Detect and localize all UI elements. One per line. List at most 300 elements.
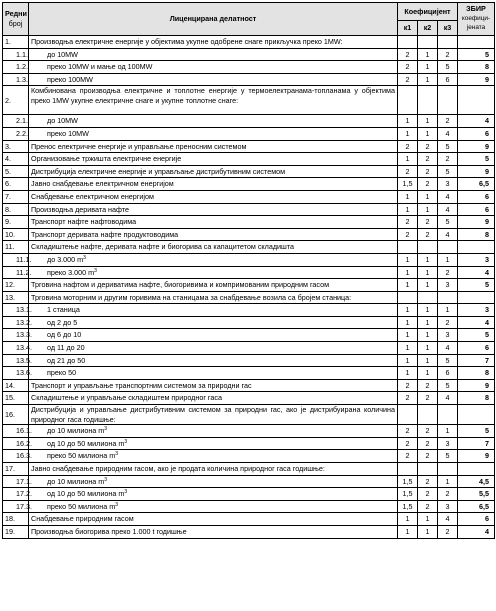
table-row [3,48,495,61]
coef-k2: 1 [418,203,438,216]
activity-cell [29,304,398,317]
row-number: 13.2. [3,316,29,329]
coef-k1: 2 [398,425,418,438]
coef-k3: 5 [438,354,458,367]
activity-cell [29,48,398,61]
table-row [3,203,495,216]
coef-k3: 1 [438,253,458,266]
activity-text: до 10 милиона m [47,476,105,486]
row-number: 1. [3,36,29,49]
coef-k3: 4 [438,342,458,355]
coef-sum: 5 [458,153,495,166]
coef-k2: 1 [418,73,438,86]
coef-sum [458,86,495,115]
coef-k3: 5 [438,61,458,74]
coef-k1 [398,463,418,476]
table-row [3,329,495,342]
coef-k1: 1 [398,367,418,380]
activity-cell [29,153,398,166]
row-number: 3. [3,140,29,153]
activity-cell [29,216,398,229]
coef-k3 [438,463,458,476]
unit-exponent: 3 [115,451,118,458]
coef-k3: 4 [438,228,458,241]
row-number: 1.3. [3,73,29,86]
coef-k2: 2 [418,216,438,229]
coef-k1: 1 [398,115,418,128]
activity-text: Јавно снабдевање електричном енергијом [31,179,174,189]
activity-cell [29,425,398,438]
activity-text: до 3.000 m [47,254,84,264]
activity-cell [29,86,398,115]
header-sum-line1: ЗБИР [466,4,486,14]
coef-sum: 6 [458,127,495,140]
coef-k1: 1 [398,253,418,266]
coef-k1: 2 [398,450,418,463]
coef-k2: 1 [418,266,438,279]
coef-sum: 6 [458,342,495,355]
coef-k1: 2 [398,48,418,61]
coef-sum: 6,5 [458,500,495,513]
coef-sum: 3 [458,304,495,317]
table-row [3,500,495,513]
coef-k3: 2 [438,115,458,128]
coef-sum: 3 [458,253,495,266]
activity-text: Производња деривата нафте [31,204,129,214]
activity-cell [29,266,398,279]
coef-sum: 5 [458,48,495,61]
row-number: 18. [3,513,29,526]
coef-sum: 4 [458,316,495,329]
coef-sum: 5 [458,279,495,292]
header-sum [458,3,495,36]
coefficient-table [2,2,495,539]
coef-sum: 6 [458,190,495,203]
table-row [3,279,495,292]
row-number: 9. [3,216,29,229]
activity-text: Транспорт деривата нафте продуктоводима [31,229,179,239]
coef-k1 [398,291,418,304]
coef-sum: 8 [458,392,495,405]
activity-cell [29,115,398,128]
activity-text: Пренос електричне енергије и управљање преносним системом [31,141,247,151]
table-row [3,228,495,241]
coef-k3: 3 [438,279,458,292]
coef-k1: 1 [398,525,418,538]
activity-cell [29,463,398,476]
row-number: 5. [3,165,29,178]
row-number: 4. [3,153,29,166]
activity-text: Комбинована производња електричне и топлотне енергије у термоелектранама-топланама у објектима преко 1MW укупне електричне снаге и укупне топлотне снаге: [31,86,395,105]
activity-text: од 2 до 5 [47,317,78,327]
coef-k3 [438,86,458,115]
activity-text: преко 10MW [47,128,89,138]
coef-k2: 2 [418,379,438,392]
header-row-number-line1: Редни [5,9,27,18]
coef-k1: 2 [398,216,418,229]
coef-k3: 6 [438,73,458,86]
activity-text: преко 3.000 m [47,267,95,277]
table-row [3,463,495,476]
activity-text: од 10 до 50 милиона m [47,489,125,499]
coef-sum: 4 [458,266,495,279]
header-activity: Лиценцирана делатност [29,3,398,36]
unit-exponent: 3 [124,438,128,445]
coef-k1 [398,36,418,49]
activity-cell [29,379,398,392]
coef-k3: 2 [438,153,458,166]
row-number: 1.2. [3,61,29,74]
row-number: 13.1. [3,304,29,317]
activity-text: Транспорт и управљање транспортним системом за природни гас [31,380,252,390]
coef-k3 [438,36,458,49]
coef-k3: 2 [438,525,458,538]
coef-k3: 3 [438,329,458,342]
coef-k2: 1 [418,127,438,140]
coef-k2: 2 [418,165,438,178]
coef-k1: 2 [398,61,418,74]
header-sum-line3: јената [466,24,486,32]
activity-cell [29,165,398,178]
activity-text: Складиштење нафте, деривата нафте и биогорива са капацитетом складишта [31,242,295,252]
row-number: 11. [3,241,29,254]
row-number: 13. [3,291,29,304]
activity-text: преко 50 милиона m [47,501,116,511]
coef-k3: 4 [438,513,458,526]
activity-cell [29,488,398,501]
coef-k3: 3 [438,178,458,191]
activity-text: Транспорт нафте нафтоводима [31,217,137,227]
coef-k1: 1 [398,153,418,166]
header-coefficient: Коефицијент [398,3,458,21]
coef-k3 [438,291,458,304]
coef-sum: 9 [458,379,495,392]
coef-k1: 2 [398,228,418,241]
table-row [3,475,495,488]
header-k3: к3 [438,21,458,36]
coef-k3: 1 [438,475,458,488]
row-number: 16.1. [3,425,29,438]
coef-k3: 2 [438,488,458,501]
row-number: 17.2. [3,488,29,501]
activity-cell [29,127,398,140]
coef-sum [458,405,495,425]
coef-k2: 1 [418,115,438,128]
table-row [3,392,495,405]
coef-sum: 8 [458,61,495,74]
row-number: 17.3. [3,500,29,513]
activity-text: преко 50 милиона m [47,451,116,461]
coef-k3: 1 [438,304,458,317]
activity-text: од 10 до 50 милиона m [47,438,125,448]
header-k1: к1 [398,21,418,36]
row-number: 15. [3,392,29,405]
table-row [3,450,495,463]
activity-text: преко 50 [47,368,77,378]
activity-cell [29,367,398,380]
row-number: 2. [3,86,29,115]
coef-k2 [418,463,438,476]
coef-sum: 9 [458,73,495,86]
unit-exponent: 3 [104,426,108,433]
row-number: 13.6. [3,367,29,380]
activity-cell [29,279,398,292]
row-number: 17. [3,463,29,476]
coef-k2 [418,405,438,425]
coef-k2: 1 [418,367,438,380]
coef-k2: 2 [418,392,438,405]
table-header [3,3,495,36]
coef-sum: 5 [458,329,495,342]
table-row [3,61,495,74]
table-row [3,115,495,128]
coef-k3: 2 [438,316,458,329]
table-row [3,86,495,115]
coef-k1: 2 [398,165,418,178]
table-row [3,304,495,317]
table-row [3,153,495,166]
coef-k1: 1 [398,329,418,342]
coef-k3: 3 [438,437,458,450]
activity-text: од 6 до 10 [47,330,82,340]
coef-k2: 1 [418,525,438,538]
coef-sum: 6 [458,203,495,216]
activity-text: Складиштење и управљање складиштем природног гаса [31,393,222,403]
coef-k2 [418,86,438,115]
coef-k2: 1 [418,316,438,329]
unit-exponent: 3 [83,254,86,261]
activity-text: Производња биогорива преко 1.000 t годишње [31,526,187,536]
activity-text: преко 100MW [47,74,93,84]
coef-k3: 3 [438,500,458,513]
coef-sum: 4 [458,525,495,538]
activity-cell [29,228,398,241]
table-row [3,165,495,178]
coef-k1 [398,241,418,254]
activity-text: до 10MW [47,49,78,59]
coef-k1: 2 [398,140,418,153]
activity-text: Дистрибуција електричне енергије и управљање дистрибутивним системом [31,166,286,176]
activity-cell [29,513,398,526]
table-row [3,437,495,450]
activity-text: преко 10MW и мање од 100MW [47,62,153,72]
activity-cell [29,475,398,488]
activity-text: Снабдевање електричном енергијом [31,191,154,201]
coef-k2: 1 [418,190,438,203]
coef-k3: 4 [438,203,458,216]
coef-k2: 1 [418,253,438,266]
coef-k1: 1 [398,127,418,140]
coef-k1 [398,86,418,115]
coef-k1: 1 [398,354,418,367]
coef-k1: 2 [398,437,418,450]
coef-k3 [438,405,458,425]
row-number: 6. [3,178,29,191]
coef-k3: 2 [438,48,458,61]
coef-k1: 1 [398,266,418,279]
coef-k2: 1 [418,61,438,74]
coef-k1: 2 [398,379,418,392]
unit-exponent: 3 [115,501,118,508]
coef-sum: 5 [458,425,495,438]
coef-k2: 2 [418,178,438,191]
coef-sum: 9 [458,165,495,178]
coef-k3: 4 [438,190,458,203]
row-number: 2.2. [3,127,29,140]
coef-sum: 8 [458,367,495,380]
activity-text: од 11 до 20 [47,343,85,353]
table-row [3,525,495,538]
table-row [3,425,495,438]
row-number: 16.3. [3,450,29,463]
row-number: 11.2. [3,266,29,279]
table-row [3,513,495,526]
coef-sum: 6 [458,513,495,526]
coef-k3: 4 [438,127,458,140]
coef-k3: 5 [438,450,458,463]
coef-k2 [418,36,438,49]
table-row [3,73,495,86]
coef-k2: 1 [418,279,438,292]
coef-sum: 4,5 [458,475,495,488]
row-number: 12. [3,279,29,292]
coef-sum [458,463,495,476]
coef-sum: 9 [458,216,495,229]
row-number: 7. [3,190,29,203]
coef-sum [458,36,495,49]
activity-cell [29,253,398,266]
table-row [3,140,495,153]
coef-k2: 1 [418,354,438,367]
activity-cell [29,500,398,513]
activity-text: до 10MW [47,116,78,126]
table-row [3,488,495,501]
coef-k3 [438,241,458,254]
coef-k1: 1 [398,304,418,317]
coef-k2: 2 [418,425,438,438]
row-number: 19. [3,525,29,538]
unit-exponent: 3 [104,476,108,483]
activity-cell [29,392,398,405]
coef-k2: 2 [418,450,438,463]
header-row-number [3,3,29,36]
activity-text: Снабдевање природним гасом [31,514,134,524]
coef-k1: 1 [398,342,418,355]
table-row [3,354,495,367]
coef-k1: 2 [398,73,418,86]
row-number: 13.5. [3,354,29,367]
coef-k2: 1 [418,342,438,355]
coef-k2: 2 [418,500,438,513]
coef-k2: 1 [418,513,438,526]
activity-text: до 10 милиона m [47,426,105,436]
row-number: 16. [3,405,29,425]
table-row [3,291,495,304]
activity-cell [29,36,398,49]
header-k2: к2 [418,21,438,36]
activity-text: Организовање тржишта електричне енергије [31,154,182,164]
activity-cell [29,190,398,203]
coef-sum [458,291,495,304]
activity-text: 1 станица [47,305,80,315]
row-number: 2.1. [3,115,29,128]
table-row [3,216,495,229]
coef-sum: 9 [458,140,495,153]
coef-k3: 4 [438,392,458,405]
table-row [3,178,495,191]
activity-cell [29,525,398,538]
coef-k3: 5 [438,140,458,153]
unit-exponent: 3 [124,489,128,496]
activity-text: Јавно снабдевање природним гасом, ако је продата количина природног гаса годишње: [31,464,325,473]
coef-k1: 1 [398,279,418,292]
coef-sum: 4 [458,115,495,128]
activity-cell [29,405,398,425]
coef-sum: 9 [458,450,495,463]
coef-k1: 1,5 [398,500,418,513]
table-row [3,342,495,355]
activity-cell [29,73,398,86]
activity-cell [29,203,398,216]
activity-cell [29,342,398,355]
activity-cell [29,437,398,450]
activity-text: Трговина моторним и другим горивима на станицама за снабдевање возила са бројем станица: [31,292,352,302]
coef-k1 [398,405,418,425]
coef-sum: 6,5 [458,178,495,191]
unit-exponent: 3 [94,267,97,274]
coef-k2: 2 [418,153,438,166]
activity-text: Производња електричне енергије у објектима укупне одобрене снаге прикључка преко 1MW: [31,37,343,46]
activity-cell [29,140,398,153]
coef-sum: 7 [458,437,495,450]
row-number: 17.1. [3,475,29,488]
coef-k2 [418,291,438,304]
table-row [3,316,495,329]
coef-k2: 2 [418,488,438,501]
coef-k3: 5 [438,379,458,392]
activity-cell [29,329,398,342]
table-row [3,367,495,380]
row-number: 8. [3,203,29,216]
table-row [3,190,495,203]
coef-k1: 1,5 [398,475,418,488]
row-number: 10. [3,228,29,241]
coef-sum: 5,5 [458,488,495,501]
coef-sum [458,241,495,254]
coef-k1: 1 [398,190,418,203]
coef-k3: 5 [438,165,458,178]
coef-k3: 2 [438,266,458,279]
table-row [3,241,495,254]
coef-k2: 1 [418,48,438,61]
coef-sum: 7 [458,354,495,367]
coef-k1: 1 [398,513,418,526]
row-number: 11.1. [3,253,29,266]
row-number: 13.4. [3,342,29,355]
coef-k2: 2 [418,140,438,153]
coef-k2: 2 [418,475,438,488]
coef-k1: 1,5 [398,178,418,191]
row-number: 16.2. [3,437,29,450]
activity-text: Трговина нафтом и дериватима нафте, биогоривима и компримованим природним гасом [31,280,330,290]
table-body [3,36,495,539]
table-row [3,253,495,266]
coef-k1: 1 [398,203,418,216]
coef-sum: 8 [458,228,495,241]
activity-cell [29,450,398,463]
activity-cell [29,316,398,329]
coef-k1: 1,5 [398,488,418,501]
